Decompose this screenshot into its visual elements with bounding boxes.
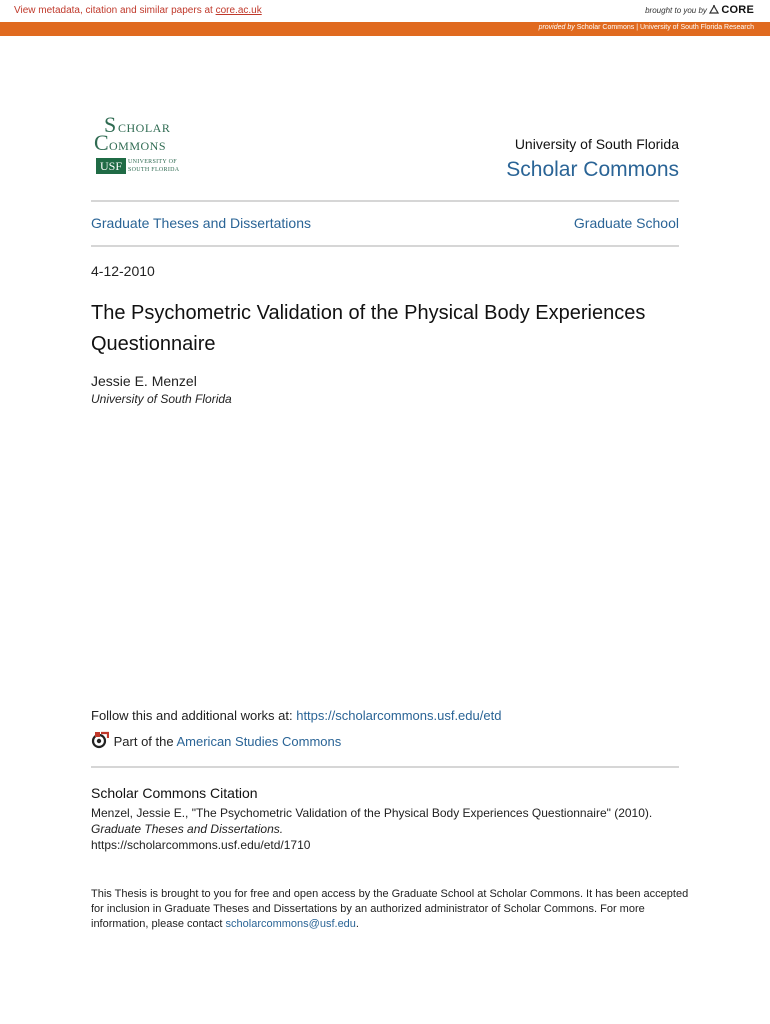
- brought-to-you-label: brought to you by: [645, 6, 707, 15]
- institution-heading: [506, 136, 679, 182]
- provided-by-text: [539, 24, 754, 31]
- core-provider-bar: [0, 22, 770, 36]
- usf-logo-box: USF: [96, 158, 126, 174]
- publication-date: 4-12-2010: [91, 263, 155, 279]
- access-notice-text: This Thesis is brought to you for free and open access by the Graduate School at Scholar Commons. It has been accepted for inclusion in Graduate Theses and Dissertations by an authorized administrator of Scholar Commons. For more information, please contact: [91, 888, 689, 930]
- usf-logo-name: [128, 158, 179, 174]
- provided-by-prefix: provided by: [538, 24, 575, 31]
- follow-label: Follow this and additional works at:: [91, 708, 297, 723]
- american-studies-commons-link[interactable]: American Studies Commons: [176, 734, 342, 749]
- citation-heading: Scholar Commons Citation: [91, 785, 258, 801]
- document-title: The Psychometric Validation of the Physical Body Experiences Questionnaire: [91, 302, 646, 355]
- core-metadata-label: View metadata, citation and similar papers at: [14, 5, 216, 16]
- citation-series: Graduate Theses and Dissertations.: [91, 822, 284, 836]
- core-ac-uk-link[interactable]: core.ac.uk: [215, 5, 262, 16]
- provided-by-source[interactable]: Scholar Commons | University of South Florida Research: [574, 24, 754, 31]
- core-brought-by: [645, 4, 754, 16]
- contact-email-link[interactable]: scholarcommons@usf.edu: [225, 918, 356, 930]
- citation-line: Menzel, Jessie E., "The Psychometric Validation of the Physical Body Experiences Questionnaire" (2010).: [91, 806, 653, 820]
- citation-divider: [91, 766, 679, 768]
- school-link[interactable]: Graduate School: [573, 215, 679, 231]
- university-name: University of South Florida: [514, 136, 679, 152]
- follow-line: [91, 708, 501, 723]
- citation-body: [91, 805, 691, 853]
- part-of-line: [91, 731, 341, 749]
- access-notice-end: .: [355, 918, 359, 930]
- etd-collection-url[interactable]: https://scholarcommons.usf.edu/etd: [296, 708, 502, 723]
- core-metadata-text: [14, 5, 262, 16]
- scholar-commons-wordmark-icon: [94, 112, 194, 158]
- scholar-commons-logo[interactable]: [94, 112, 194, 178]
- logo-s-initial: S: [104, 112, 117, 137]
- author-affiliation: University of South Florida: [91, 392, 232, 406]
- logo-c-initial: C: [94, 130, 109, 155]
- core-header: [0, 0, 770, 22]
- author-name: Jessie E. Menzel: [91, 373, 197, 389]
- core-logo-icon: [709, 4, 719, 14]
- breadcrumb-divider: [91, 245, 679, 247]
- repository-name-link[interactable]: Scholar Commons: [506, 158, 679, 181]
- network-icon: [91, 731, 109, 749]
- logo-commons-rest: OMMONS: [109, 139, 167, 153]
- usf-name-line2: SOUTH FLORIDA: [128, 167, 180, 173]
- usf-name-line1: UNIVERSITY OF: [128, 159, 177, 165]
- logo-scholar-rest: CHOLAR: [118, 121, 171, 135]
- citation-url[interactable]: https://scholarcommons.usf.edu/etd/1710: [91, 838, 311, 852]
- part-of-label: Part of the: [113, 734, 177, 749]
- top-divider: [91, 200, 679, 202]
- collection-link[interactable]: Graduate Theses and Dissertations: [91, 215, 311, 231]
- access-notice: [91, 887, 691, 932]
- core-logo-label[interactable]: CORE: [721, 4, 754, 16]
